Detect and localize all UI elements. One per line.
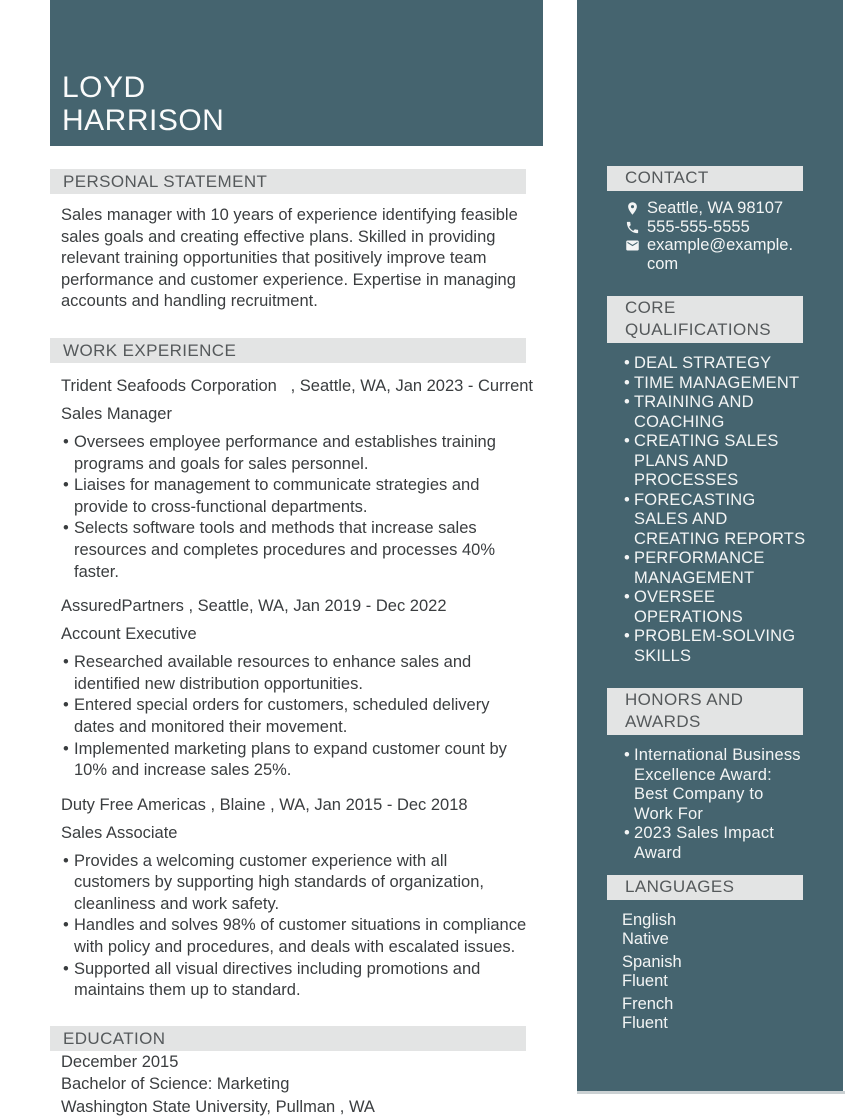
language-name: Spanish — [622, 953, 682, 971]
job-bullet: • Entered special orders for customers, scheduled delivery dates and monitored their movement. — [63, 695, 527, 738]
qualification-item: • CREATING SALES PLANS AND PROCESSES — [624, 432, 806, 491]
contact-email-line2: com — [647, 254, 679, 273]
job-bullet: • Liaises for management to communicate strategies and provide to cross-functional departments. — [63, 475, 527, 518]
job-company-line: AssuredPartners , Seattle, WA, Jan 2019 - Dec 2022 — [61, 597, 447, 616]
job-bullet-list — [63, 652, 527, 782]
honors-awards-heading: HONORS AND AWARDS — [607, 688, 803, 735]
language-level: Fluent — [622, 972, 668, 990]
personal-statement-text: Sales manager with 10 years of experience identifying feasible sales goals and creating effective plans. Skilled in providing relevant training opportunities that positively improve team performance and customer experience. Expertise in managing accounts and handling recruitment. — [61, 206, 518, 311]
job-company-line: Duty Free Americas , Blaine , WA, Jan 2015 - Dec 2018 — [61, 795, 468, 814]
qualification-item: • TIME MANAGEMENT — [624, 374, 806, 394]
phone-icon — [625, 220, 640, 235]
job-entry — [50, 794, 543, 1002]
contact-email-line1: example@example. — [647, 236, 794, 254]
contact-heading: CONTACT — [607, 166, 803, 191]
location-pin-icon — [625, 201, 640, 216]
job-bullet-list — [63, 432, 527, 583]
qualification-item: • FORECASTING SALES AND CREATING REPORTS — [624, 491, 806, 550]
main-column — [50, 146, 543, 1118]
language-level: Native — [622, 930, 669, 948]
languages-list — [622, 911, 843, 1033]
job-bullet: • Selects software tools and methods that increase sales resources and completes procedures and processes 40% faster. — [63, 518, 527, 583]
job-bullet: • Implemented marketing plans to expand customer count by 10% and increase sales 25%. — [63, 739, 527, 782]
job-title: Sales Manager — [61, 404, 172, 423]
job-bullet-list — [63, 851, 527, 1002]
qualification-item: • PROBLEM-SOLVING SKILLS — [624, 627, 806, 666]
job-bullet: • Supported all visual directives including promotions and maintains them up to standard. — [63, 959, 527, 1002]
work-experience-heading: WORK EXPERIENCE — [50, 338, 526, 363]
job-bullet: • Provides a welcoming customer experience with all customers by supporting high standards of organization, cleanliness and work safety. — [63, 851, 527, 916]
name-line-last: HARRISON — [62, 104, 225, 137]
contact-email-text — [647, 236, 793, 273]
job-bullet: • Oversees employee performance and establishes training programs and goals for sales personnel. — [63, 432, 527, 475]
qualification-item: • PERFORMANCE MANAGEMENT — [624, 549, 806, 588]
language-name: French — [622, 995, 674, 1013]
education-degree: Bachelor of Science: Marketing — [61, 1075, 290, 1094]
sidebar — [577, 0, 843, 1091]
name-line-first: LOYD — [62, 71, 146, 104]
languages-heading: LANGUAGES — [607, 875, 803, 900]
contact-location-row — [625, 199, 821, 218]
email-icon — [625, 238, 640, 253]
language-name: English — [622, 911, 677, 929]
contact-list — [625, 199, 821, 273]
contact-location-text: Seattle, WA 98107 — [647, 199, 784, 217]
job-title: Account Executive — [61, 625, 197, 644]
honor-item: • 2023 Sales Impact Award — [624, 824, 802, 863]
honors-awards-list — [624, 746, 802, 863]
qualification-item: • TRAINING AND COACHING — [624, 393, 806, 432]
job-entry — [50, 375, 543, 583]
language-entry — [622, 995, 843, 1033]
language-level: Fluent — [622, 1014, 668, 1032]
job-bullet: • Handles and solves 98% of customer situations in compliance with policy and procedures, and deals with escalated issues. — [63, 915, 527, 958]
qualification-item: • DEAL STRATEGY — [624, 354, 806, 374]
job-company-line: Trident Seafoods Corporation , Seattle, WA, Jan 2023 - Current — [61, 376, 534, 395]
name-header-block — [50, 0, 543, 146]
qualification-item: • OVERSEE OPERATIONS — [624, 588, 806, 627]
job-bullet: • Researched available resources to enhance sales and identified new distribution opportunities. — [63, 652, 527, 695]
job-title: Sales Associate — [61, 823, 178, 842]
core-qualifications-heading: CORE QUALIFICATIONS — [607, 296, 803, 343]
contact-phone-row — [625, 218, 821, 237]
contact-email-row — [625, 236, 821, 273]
education-heading: EDUCATION — [50, 1026, 526, 1051]
job-entry — [50, 595, 543, 782]
core-qualifications-list — [624, 354, 806, 666]
honor-item: • International Business Excellence Award: Best Company to Work For — [624, 746, 802, 824]
language-entry — [622, 911, 843, 949]
language-entry — [622, 953, 843, 991]
personal-statement-heading: PERSONAL STATEMENT — [50, 169, 526, 194]
education-school: Washington State University, Pullman , WA — [61, 1097, 375, 1116]
contact-phone-text: 555-555-5555 — [647, 217, 750, 236]
education-date: December 2015 — [61, 1052, 179, 1071]
